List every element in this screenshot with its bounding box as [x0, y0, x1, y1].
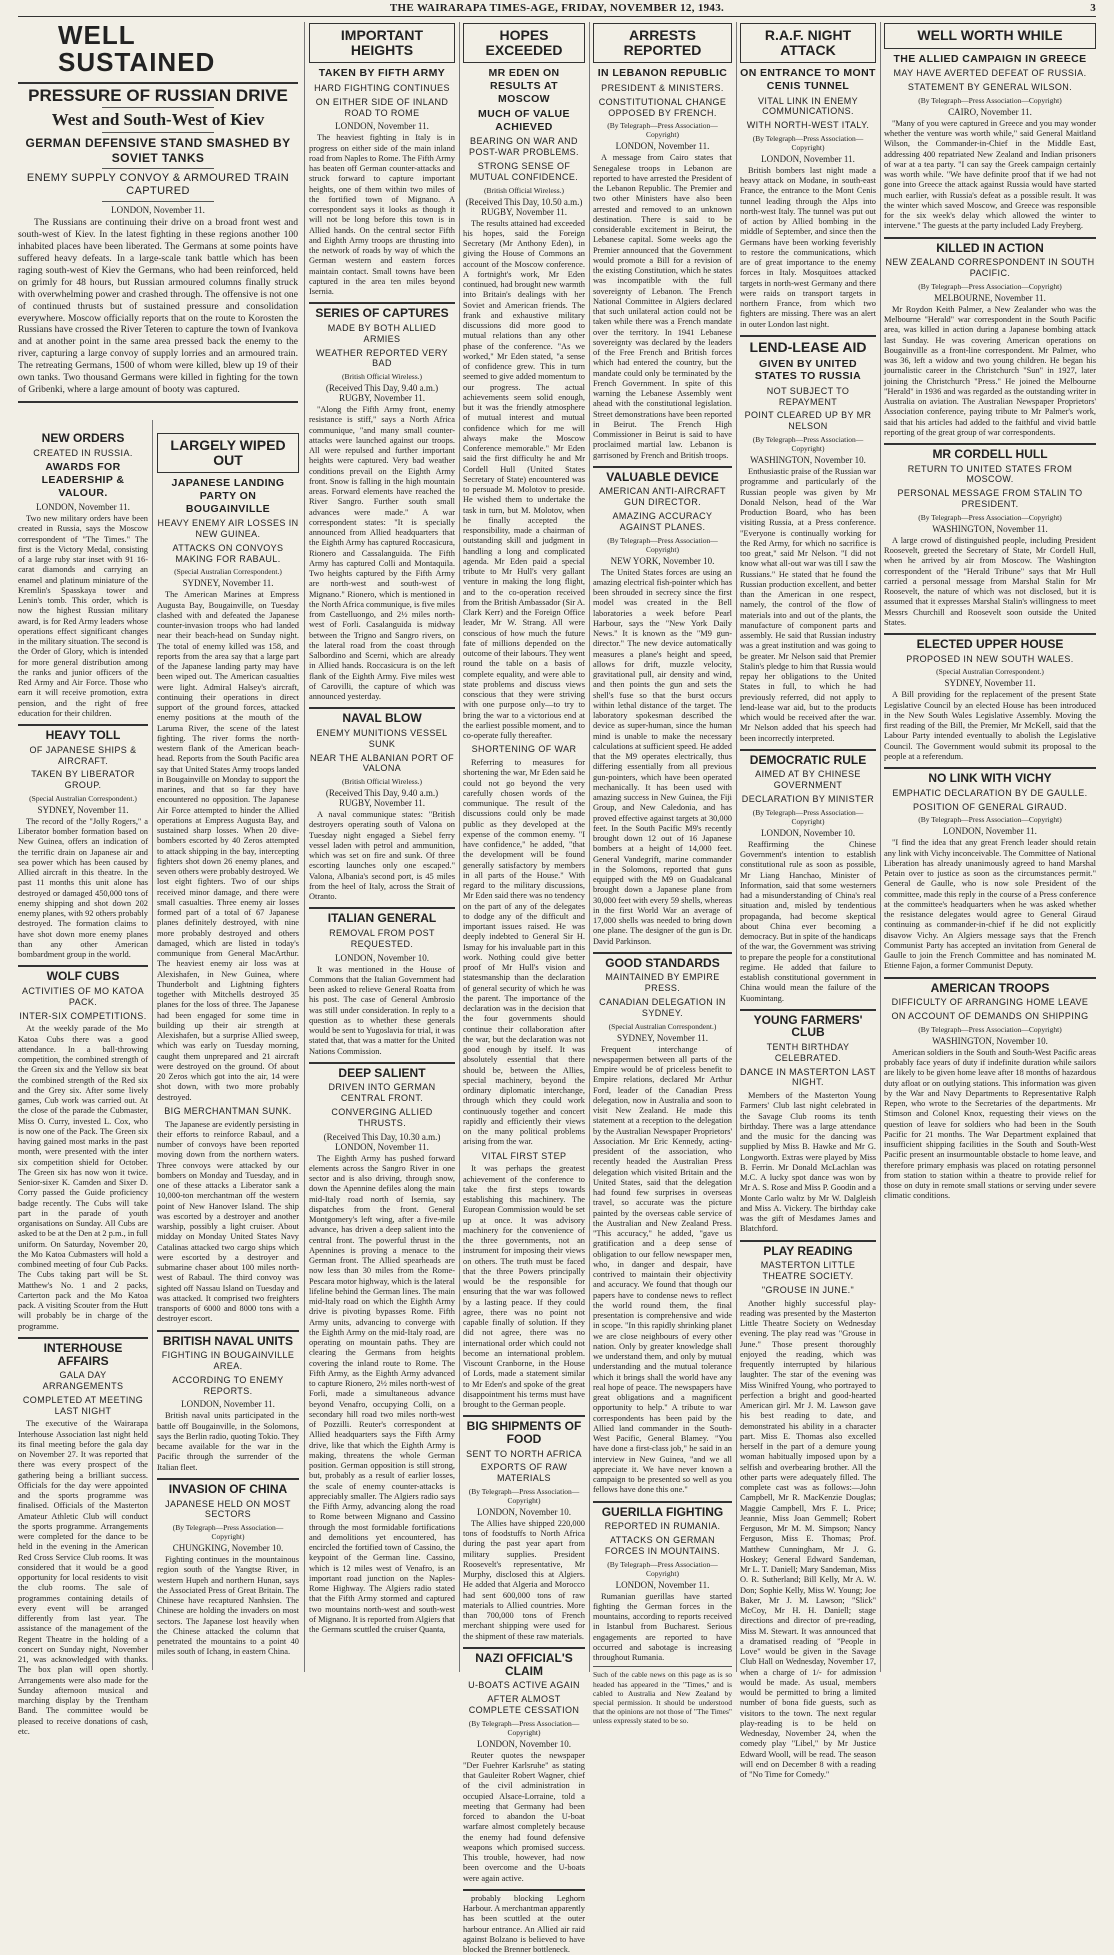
divider	[593, 952, 732, 954]
deck: ACTIVITIES OF MO KATOA PACK.	[22, 986, 144, 1007]
headline: INVASION OF CHINA	[168, 1481, 288, 1496]
deck: ATTACKS ON GERMAN FORCES IN MOUNTAINS.	[604, 1535, 721, 1556]
article-body: The United States forces are using an amazing electrical fish-pointer which has been shrouded in secrecy since the first model was created in the Bell laboratories a week before Pearl Harbour, says the "New York Daily News." It is known as the "M9 gun-director." The new device automatically measures a plane's height and speed, allows for drift, muzzle velocity, gravitational pull, air density and wind, and then points the gun and sets the shell's fuse so that the burst occurs within lethal distance of the target. The laboratory spokesman described the device as super-human, since the human mind is unable to make the necessary calculations at sufficient speed. He added that the M9 operates electrically, thus differing essentially from all previous gun-pointers, which have been operated mechanically. It has been used with amazing success in New Guinea, the Fiji Group, and New Caledonia, and has proved effective against targets at 30,000 feet. In the South Pacific M9's recently brought down 12 out of 16 Japanese bombers at a height of 14,000 feet. General Vandegrift, marine commander in the Solomons, reported that guns equipped with the M9 on Guadalcanal brought down a Japanese plane from 30,000 feet with every 59 shells, whereas in the first World War an average of 17,000 shells was needed to bring down one plane. The designer of the gun is Dr. David Parkinson.	[593, 567, 732, 946]
divider	[884, 633, 1096, 635]
lead-subhead: West and South-West of Kiev	[51, 110, 265, 130]
deck: NEAR THE ALBANIAN PORT OF VALONA	[309, 752, 455, 774]
deck: TENTH BIRTHDAY CELEBRATED.	[766, 1041, 850, 1063]
deck: JAPANESE HELD ON MOST SECTORS	[165, 1498, 291, 1520]
article-body: "I find the idea that any great French leader should retain any link with Vichy inconceivable. The Committee of National Liberation has already unanimously agreed to hand Marshal Petain over to justice as soon as the circumstances permit." General de Gaulle, who is now sole President of the committee, made this reply in the course of a Press conference at the committee's headquarters when he was asked whether the resistance delegates would agree to General Giraud continuing as commander-in-chief if he did not explicitly disavow Vichy. An Algiers message says that the French Communist Party has accepted an invitation from General de Gaulle to join the French Committee and has nominated M. Etienne Fajon, a former Communist Deputy.	[884, 838, 1096, 971]
column-rule	[589, 22, 590, 1672]
divider	[884, 767, 1096, 769]
headline: DEEP SALIENT	[338, 1065, 426, 1080]
headline: VALUABLE DEVICE	[606, 469, 719, 484]
deck: MUCH OF VALUE ACHIEVED	[478, 108, 570, 133]
article-body: The heaviest fighting in Italy is in progress on either side of the main inland road from Naples to Rome. The Fifth Army has beaten off German counter-attacks and struck forward to capture important heights, one of them within two miles of the fortified town of Mignano. A correspondent says it looks as though it will not be long before this town is in Allied hands. On the central sector Fifth and Eighth Army troops are thrusting into the network of roads by way of which the German western and eastern forces maintain contact. Small towns have been captured in the area ten miles beyond Isernia.	[309, 133, 455, 297]
column-rule	[152, 420, 153, 1670]
dateline: CHUNGKING, November 10.	[172, 1543, 284, 1554]
divider	[740, 749, 876, 751]
headline: NAZI OFFICIAL'S CLAIM	[475, 1650, 573, 1678]
article-body: "Along the Fifth Army front, enemy resistance is stiff," says a North Africa communique, "and many small counter-attacks were launched against our troops. All were repulsed and further important heights were captured. Very bad weather conditions prevail on the Eighth Army front. Snow is falling in the high mountain areas. Forward elements have reached the River Sangro. Further south small advances were made." A war correspondent states: "It is specially announced from Allied headquarters that the Eighth Army has captured Roccasicura, Rionero and Cassalanguida. The Fifth Army has captured Colli and Montaquila. Two heights captured by the Fifth Army are north-west and south-west of Mignano." Rionero, which is mentioned in the North Africa communique, is five miles from Castelluongo, and 2½ miles north-west of Forli. Casalanguida is midway between the Trigno and Sangro rivers, on the lateral road from the coast through Salbordino and Scerni, which are already in Allied hands. Roccasicura is on the left flank of the Eighth Army. Five miles west of Carovilli, the capture of which was announced yesterday.	[309, 405, 455, 702]
divider	[884, 977, 1096, 979]
headline: YOUNG FARMERS' CLUB	[753, 1012, 863, 1040]
credit-line: (By Telegraph—Press Association—Copyright)	[172, 1523, 284, 1542]
deck: GALA DAY ARRANGEMENTS	[42, 1370, 124, 1391]
dateline: LONDON, November 10.	[477, 1738, 571, 1749]
column-rule	[736, 22, 737, 1672]
headline: DEMOCRATIC RULE	[749, 752, 867, 767]
credit-line: (By Telegraph—Press Association—Copyright)	[918, 1024, 1062, 1034]
dateline: LONDON, November 11.	[36, 502, 130, 513]
deck: AMERICAN ANTI-AIRCRAFT GUN DIRECTOR.	[599, 486, 726, 508]
dateline: LONDON, November 11.	[761, 153, 855, 164]
lead-deck: GERMAN DEFENSIVE STAND SMASHED BY SOVIET TANKS	[25, 136, 291, 165]
deck: AMAZING ACCURACY AGAINST PLANES.	[612, 511, 713, 532]
headline: MR CORDELL HULL	[932, 447, 1048, 462]
deck: WITH NORTH-WEST ITALY.	[746, 120, 870, 131]
deck: THE ALLIED CAMPAIGN IN GREECE	[893, 52, 1087, 65]
deck: DECLARATION BY MINISTER	[741, 793, 875, 804]
deck: VITAL LINK IN ENEMY COMMUNICATIONS.	[757, 95, 859, 117]
article-body: Members of the Masterton Young Farmers' Club last night celebrated in the Savage Club rooms its tenth birthday. There was a large attendance and the music for the dancing was supplied by Miss B. Hawke and Mr G. Longworth. Extras were played by Miss B. Ferrin. Mr Donald McLachlan was M.C. A lucky spot dance was won by Mr A. S. Rose and Miss P. Goodin and a Monte Carlo waltz by Mr W. Dalgleish and Miss A. Vickery. The birthday cake was the gift of Mesdames James and Blatchford.	[740, 1091, 876, 1234]
deck: BEARING ON WAR AND POST-WAR PROBLEMS.	[469, 136, 579, 158]
lead-deck: ENEMY SUPPLY CONVOY & ARMOURED TRAIN CAPTURED	[26, 172, 290, 198]
headline: AMERICAN TROOPS	[930, 980, 1050, 995]
deck: IN LEBANON REPUBLIC	[597, 67, 728, 80]
credit-line: (By Telegraph—Press Association—Copyright)	[607, 1559, 718, 1578]
headline-box	[593, 23, 732, 63]
article-body: A message from Cairo states that Senegalese troops in Lebanon are reported to have arrested the President of the Lebanon Republic. The Premier and two other Ministers have also been arrested and removed to an unknown destination. There is said to be considerable excitement in Beirut, the Lebanese capital. Some weeks ago the Premier announced that the Government would promote a Bill for a revision of the existing Constitution, which he states was incompatible with the full sovereignty of Lebanon. The French National Committee in Algiers declared that such unilateral action could not be taken while there was a French mandate over the territory. In 1941 Lebanese sovereignty was declared by the leaders of the Free French and British forces which had entered the country, but the mandate could only be terminated by the French Government. In spite of this warning the Lebanese Assembly went ahead with the constitutional legislation. Street demonstrations have been reported in Beirut. The French High Commissioner in Beirut is said to have proclaimed martial law. Lebanon is garrisoned by French and British troops.	[593, 153, 732, 460]
article-body: Reaffirming the Chinese Government's intention to establish constitutional rule as soon as possible, Mr Liang Hanchao, Minister of Information, said that some westerners had a misunderstanding of China's real situation and, misled by tendentious propaganda, had become skeptical about China ever becoming a democracy. But in spite of the handicaps of the war, the Government was striving to prepare the people for a constitutional regime. He added that failure to establish constitutional government in China would mean the failure of the Kuomintang.	[740, 839, 876, 1003]
headline: ARRESTS REPORTED	[623, 27, 702, 58]
article-body: American soldiers in the South and South-West Pacific areas probably face years of duty if indefinite duration while sailors are likely to be given home leave after 18 months of hazardous duty afloat or on outlying stations. This information was given by the War and Navy Departments to Representative Ralph Repen, who wrote to the Secretaries of the departments. Mr Stimson and Colonel Knox, requesting their views on the question of leave for soldiers who had been in the South Pacific for 21 months. The War Department explained that insufficient shipping facilities in the South and South-West Pacific present an insurmountable obstacle to home leave, and therefore primary emphasis was placed on rotating personnel from station to station within a theatre to provide relief for those on duty in remote small stations or serving under severe climatic conditions.	[884, 1047, 1096, 1201]
deck: NOT SUBJECT TO REPAYMENT	[766, 385, 850, 407]
credit-line: (By Telegraph—Press Association—Copyright)	[918, 95, 1062, 105]
deck: ON ACCOUNT OF DEMANDS ON SHIPPING	[891, 1011, 1089, 1022]
article-continuation: probably blocking Leghorn Harbour. A merchantman apparently has been scuttled at the outer harbour entrance. An Allied air raid against Bolzano is believed to have blocked the Brenner bottleneck.	[463, 1893, 585, 1955]
divider	[102, 168, 214, 169]
divider	[740, 335, 876, 337]
dateline: SYDNEY, November 11.	[182, 578, 274, 589]
divider	[309, 1062, 455, 1064]
headline-box	[740, 23, 876, 63]
article-body: British naval units participated in the battle off Bougainville, in the Solomons, says the Berlin radio, quoting Tokio. They became available for the war in the Pacific through the surrender of the Italian fleet.	[157, 1411, 299, 1472]
column-2	[157, 430, 299, 1670]
deck: SENT TO NORTH AFRICA	[466, 1448, 582, 1459]
headline-box	[463, 23, 585, 63]
dateline: LONDON, November 11.	[111, 205, 205, 216]
dateline: (Received This Day, 10.30 a.m.) LONDON, November 11.	[323, 1131, 441, 1152]
deck: REMOVAL FROM POST REQUESTED.	[329, 928, 435, 949]
dateline: LONDON, November 11.	[615, 1579, 710, 1590]
deck: COMPLETED AT MEETING LAST NIGHT	[22, 1394, 144, 1416]
column-6	[740, 20, 876, 1780]
headline: NEW ORDERS	[41, 431, 125, 445]
credit-line: (By Telegraph—Press Association—Copyright)	[918, 512, 1062, 522]
deck: DRIVEN INTO GERMAN CENTRAL FRONT.	[328, 1082, 436, 1104]
dateline: WASHINGTON, November 10.	[932, 1035, 1048, 1046]
deck: PROPOSED IN NEW SOUTH WALES.	[906, 653, 1074, 664]
divider	[102, 107, 214, 108]
deck: RETURN TO UNITED STATES FROM MOSCOW.	[907, 463, 1073, 485]
column-1	[18, 430, 149, 1736]
article-body: A large crowd of distinguished people, including President Roosevelt, greeted the Secretary of State, Mr Cordell Hull, when he arrived by air from Moscow. The Washington correspondent of the "Herald Tribune" says that Mr Hull carried a personal message from Marshal Stalin for Mr Roosevelt, the nature of which was not disclosed, but it is assumed that it expresses Marshal Stalin's willingness to meet Messrs Churchill and Roosevelt soon outside the United States.	[884, 535, 1096, 627]
headline-box	[884, 23, 1096, 49]
article-body: Enthusiastic praise of the Russian war programme and particularly of the Russian people was given by Mr Donald Nelson, head of the War Production Board, who has been visiting Russia, at a Press conference. "Everyone is continually working for the Red Army, for which no sacrifice is too great," said Mr Nelson. "I did not know what all-out war was till I saw the Russians." He stated that he found the Russian production excellent, and better than the American in one respect, namely, the control of the flow of materials into and out of the plants, the manufacture of component parts and assembly. He said that Russian industry was a great institution and was going to be greater. Mr Nelson said that Premier Stalin's pledge to him that Russia would repay her obligations to the United States in full, to which he had previously referred, did not apply to lend-lease war aid, but to the products which would be received after the war. Mr Nelson added that his speech had been incorrectly interpreted.	[740, 467, 876, 743]
masthead-title: THE WAIRARAPA TIMES-AGE, FRIDAY, NOVEMBER 12, 1943.	[389, 2, 725, 14]
deck: MAY HAVE AVERTED DEFEAT OF RUSSIA.	[893, 68, 1087, 79]
credit-line: (By Telegraph—Press Association—Copyright)	[468, 1718, 580, 1737]
article-body: A Bill providing for the replacement of the present State Legislative Council by an elected House has been introduced in the New South Wales Legislative Assembly. Moving the first reading of the Bill, the Premier, Mr McKell, said that the Labour Party intended eventually to abolish the Legislative Council. The Government would submit its proposal to the people at a referendum.	[884, 690, 1096, 761]
times-notice: Such of the cable news on this page as is so headed has appeared in the "Times," and is cabled to Australia and New Zealand by special permission. It should be understood that the opinions are not those of "The Times" unless expressly stated to be so.	[593, 1670, 732, 1726]
article-body: Referring to measures for shortening the war, Mr Eden said he could not go beyond the very carefully chosen words of the communique. The result of the discussions could only be made public as they developed at the expense of the common enemy. "I have confidence," he added, "that the development will be found generally satisfactory by members in all parts of the House." With regard to the military discussions, Mr Eden said there was no tendency on the part of any of the delegates to dodge any of the difficult and important issues raised. He was deeply indebted to General Sir H. Ismay for his invaluable part in this work. Nothing could give better proof of Mr Hull's vision and statesmanship than the declaration of general security of which he was the parent. The importance of the declaration was in the decision that the four governments should continue their collaboration after the war, but the declaration was not good enough by itself. It was absolutely essential that there should be, between the Allies, special machinery, beyond the ordinary diplomatic interchange, through which they could work continuously together and concert rapidly and efficiently their views on the many political problems arising from the war.	[463, 758, 585, 1147]
credit-line: (By Telegraph—Press Association—Copyright)	[918, 815, 1062, 825]
dateline: WASHINGTON, November 10.	[750, 455, 866, 466]
deck: GIVEN BY UNITED STATES TO RUSSIA	[754, 357, 862, 383]
credit-line: (By Telegraph—Press Association—Copyright)	[752, 807, 864, 826]
deck: NEW ZEALAND CORRESPONDENT IN SOUTH PACIFIC.	[885, 257, 1095, 279]
divider	[18, 724, 148, 726]
article-body: Two new military orders have been created in Russia, says the Moscow correspondent of "The Times." The first is the Victory Medal, consisting of a large ruby star inset with 91 16-carat diamonds and carrying an enamel and platinum miniature of the Kremlin's Spasskaya tower and Lenin's tomb. This order, which is now the highest Russian military award, is for Red Army leaders whose operations effect significant changes in the military situation. The second is the Order of Glory, which is intended for more general distribution among the ranks and junior officers of the Red Army and Air Force. Those who earn it will receive promotion, extra pension, and the right of free education for their children.	[18, 514, 148, 718]
column-rule	[880, 22, 881, 1672]
headline: IMPORTANT HEIGHTS	[340, 27, 424, 58]
deck: STATEMENT BY GENERAL WILSON.	[907, 82, 1073, 93]
deck: CREATED IN RUSSIA.	[33, 447, 133, 458]
deck: HEAVY ENEMY AIR LOSSES IN NEW GUINEA.	[157, 518, 299, 539]
column-3	[309, 20, 455, 1670]
deck: PERSONAL MESSAGE FROM STALIN TO PRESIDENT.	[897, 488, 1083, 510]
dateline: LONDON, November 11.	[181, 1399, 275, 1410]
divider	[18, 965, 148, 967]
article-body: Frequent interchange of newspapermen between all parts of the Empire would be of priceless benefit to Empire relations, declared Mr Arthur Ford, leader of the Canadian Press delegation, now in Australia and soon to visit New Zealand. He made this statement at a reception to the delegation by the Australian Newspaper Proprietors' Association. Mr Eric Kennedy, acting-president of the association, who recently headed the Australian Press delegation which visited Britain and the United States, said that the delegation had found few surprises in overseas travel, so accurate was the picture painted by the overseas cable service of the Australian and New Zealand Press. "This accuracy," he added, "gave us gratification and a deep sense of obligation to our fellow newspaper men, who, in danger and despair, have contrived to maintain their objectivity and accuracy. We found that though our papers have to condense news to reflect the world round them, the final presentation is comprehensive and wide in scope. "In this rapidly shrinking planet we are close neighbours of every other nation. Only by greater knowledge shall we understand them, and only by mutual understanding and the mutual tolerance which it brings shall the world have any real hope of peace. The newspapers have great obligations and a magnificent opportunity to help." A tribute to war correspondents has been paid by the Allied land commander in the South-West Pacific, General Blamey. "You have done a first-class job," he said in an interview in New Guinea, "and we all appreciate it. We have never known a campaign to be presented so well as you fellows have done this one."	[593, 1044, 732, 1495]
deck: FIGHTING IN BOUGAINVILLE AREA.	[161, 1350, 295, 1372]
deck: WEATHER REPORTED VERY BAD	[316, 347, 448, 369]
article-body: It was perhaps the greatest achievement of the conference to take the first steps towards establishing this machinery. The European Commission would be set up at once. It was advisory machinery for the convenience of the three governments, not an instrument for imposing their views on others. The truth must be faced that the three Powers principally would be the responsible for ensuring that the war was followed by a lasting peace. If they could agree, there was no point not capable finally of solution. If they did not agree, there was no international order which could not become an international problem. Viscount Cranborne, in the House of Lords, made a statement similar to Mr Eden's and spoke of the great disappointment his terms must have brought to the German people.	[463, 1164, 585, 1410]
dateline: (Received This Day, 10.50 a.m.) RUGBY, November 11.	[465, 196, 583, 217]
divider	[884, 237, 1096, 239]
deck: ATTACKS ON CONVOYS MAKING FOR RABAUL.	[172, 542, 284, 564]
column-5	[593, 20, 732, 1726]
deck: CONVERGING ALLIED THRUSTS.	[331, 1107, 433, 1128]
headline: NAVAL BLOW	[342, 711, 422, 726]
deck: HARD FIGHTING CONTINUES	[314, 82, 450, 93]
deck: STRONG SENSE OF MUTUAL CONFIDENCE.	[469, 160, 579, 182]
dateline: LONDON, November 11.	[943, 826, 1037, 837]
headline: WOLF CUBS	[46, 969, 120, 984]
article-body: The Japanese are evidently persisting in their efforts to reinforce Rabaul, and a number of convoys have been reported moving down from the northern waters. Three convoys were attacked by our bombers on Monday and Tuesday, and in one of these attacks a Liberator sank a 10,000-ton merchantman off the western point of New Hanover Island. The ship was escorted by a destroyer and another warship, possibly a light cruiser. About midday on Monday United States Navy Catalinas attacked two cargo ships which were escorted by a destroyer and submarine chaser about 100 miles north-west of Rabaul. The third convoy was sighted off Nassau Island on Tuesday and was attacked. It comprised two freighters transports of 6000 and 8000 tons with a destroyer escort.	[157, 1119, 299, 1324]
credit-line: (By Telegraph—Press Association—Copyright)	[752, 435, 864, 454]
dateline: SYDNEY, November 11.	[944, 678, 1036, 689]
subheading: VITAL FIRST STEP	[481, 1150, 567, 1161]
deck: POSITION OF GENERAL GIRAUD.	[913, 801, 1067, 812]
headline: GUERILLA FIGHTING	[601, 1504, 724, 1519]
credit-line: (By Telegraph—Press Association—Copyright)	[607, 535, 718, 554]
article-body: At the weekly parade of the Mo Katoa Cubs there was a good attendance. In a ball-throwing competition, the combined strength of the Green six and the Yellow six beat the combined strength of the Red six and the Grey six. After some lively games, Cub work was carried out. At the close of the parade the Cubmaster, Miss O. Curry, invested L. Cox, who is now one of the Pack. The Green six having gained most marks in the past month, were presented with the inter six competition shield for October. The Green six has now won it twice. Senior-sixer K. Camden and Sixer D. Corry passed the Guide proficiency badge recently. The Cubs will take part in the parade of youth organisations on Sunday. All Cubs are asked to be at the Den at 2 p.m., in full uniform. On Saturday, November 20, the Mo Katoa Cubmasters will hold a combined meeting of four Cub Packs. The Cubs taking part will be St. Matthew's No. 1 and 2 packs, Carterton pack and the Mo Katoa pack. A visiting Scouter from the Hutt will probably be in charge of the programme.	[18, 1024, 149, 1331]
column-rule	[459, 22, 460, 1672]
divider	[18, 82, 298, 84]
deck: DANCE IN MASTERTON LAST NIGHT.	[740, 1066, 876, 1088]
divider	[309, 907, 455, 909]
divider	[102, 132, 214, 133]
dateline: (Received This Day, 9.40 a.m.) RUGBY, November 11.	[325, 383, 439, 404]
deck: AIMED AT BY CHINESE GOVERNMENT	[755, 769, 861, 791]
credit-line: (By Telegraph—Press Association—Copyright)	[468, 1486, 580, 1505]
deck: ACCORDING TO ENEMY REPORTS.	[172, 1374, 284, 1396]
headline: ITALIAN GENERAL	[327, 911, 437, 926]
column-4	[463, 20, 585, 1955]
deck: PRESIDENT & MINISTERS.	[601, 82, 724, 93]
article-body: The Eighth Army has pushed forward elements across the Sangro River in one sector and is also driving, through snow, down the Apennine defiles along the main mid-Italy road north of Isernia, say dispatches from the front. General Montgomery's left wing, after a five-mile advance, has driven a deep salient into the central front. The powerful thrust in the Apennines is proving a menace to the German front. The Allied spearheads are now less than 30 miles from the Rome-Pescara motor highway, which is the lateral lifeline behind the German lines. The main mid-Italy road on which the Eighth Army drive is pivoting bypasses Rome. Fifth Army units, advancing to converge with the Eighth Army on the mid-Italy road, are operating on mountain paths. They are clearing the Germans from heights covering the inland route to Rome. The Fifth Army, as the Eighth Army advanced to capture Rionero, 2½ miles north-west of Forli, made a simultaneous advance beyond Venafro, occupying Colli, on a secondary hill road two miles north-west of Pozzilli. Reuter's correspondent at Allied headquarters says the Fifth Army drive, like that which the Eighth Army is making, threatens the whole German position. German opposition is still strong, but, probably as a result of earlier losses, the scale of enemy counter-attacks is appreciably smaller. The Algiers radio says the Fifth Army, advancing along the road to Rome between Mignano and Cassino through the most formidable fortifications and demolitions yet encountered, has encircled the fortified town of Cassino, the keypoint of the German line. Cassino, which is 12 miles west of Venafro, is an important road junction on the Naples-Rome Highway. The Algiers radio stated that the Fifth Army stormed and captured two mountains north-west and south-west of Mignano. It is reported from Algiers that the Germans scuttled the cruiser Quanta,	[309, 1153, 455, 1635]
dateline: LONDON, November 10.	[335, 952, 429, 963]
dateline: LONDON, November 10.	[761, 827, 855, 838]
credit-line: (Special Australian Correspondent.)	[608, 1021, 717, 1031]
divider	[884, 443, 1096, 445]
lead-story	[18, 20, 298, 420]
divider	[463, 1889, 585, 1891]
article-body: The results attained had exceeded his hopes, said the Foreign Secretary (Mr Anthony Eden), in giving the House of Commons an account of the Moscow conference. A fortnight's work, Mr Eden continued, had brought new warmth into Britain's dealings with her Soviet and American friends. The frank and exhaustive military discussions did more good to mutual relations than any other phase of the conference. "As we worked," Mr Eden stated, "a sense of confidence grew. This in turn seemed to give added momentum to our progress. The actual achievements seem solid enough, but it was the friendly atmosphere of mutual interest and mutual confidence which for me will always make the Moscow Conference memorable." Mr Eden said the first difficulty he and Mr Cordell Hull (United States Secretary of State) encountered was to persuade M. Molotov to preside. He wished them to undertake the task in turn, but M. Molotov, when he finally accepted the responsibility, made a chairman of outstanding skill and judgment in handling a long and complicated agenda. Mr Eden paid a special tribute to Mr Hull's very gallant venture in making the long flight, and to the co-operation received from the British Ambassador (Sir A. Clark Kerr) and the Foreign Office leader, Mr W. Strang. All were conscious of how much the future fate of millions depended on the outcome of their labours. They went round the table on a basis of complete equality, and were able to state problems and discuss views conscious that they were striving with one purpose only—to try to bring the war to a victorious end at the earliest possible moment, and to co-operate fully thereafter.	[463, 218, 585, 741]
deck: ON ENTRANCE TO MONT CENIS TUNNEL	[740, 67, 876, 92]
headline: HOPES EXCEEDED	[485, 27, 563, 58]
masthead	[18, 0, 1096, 16]
credit-line: (British Official Wireless.)	[341, 777, 423, 787]
column-7	[884, 20, 1096, 1670]
credit-line: (British Official Wireless.)	[341, 372, 423, 382]
headline: LARGELY WIPED OUT	[170, 437, 286, 468]
deck: ON EITHER SIDE OF INLAND ROAD TO ROME	[315, 96, 449, 118]
article-body: Rumanian guerillas have started fighting the German forces in the mountains, according to reports received in Istanbul from Bucharest. Serious engagements are reported to have occurred and sabotage is increasing throughout Rumania.	[593, 1591, 732, 1663]
headline: R.A.F. NIGHT ATTACK	[764, 27, 852, 58]
article-body: The executive of the Wairarapa Interhouse Association last night held its final meeting before the gala day on November 27. It was reported that there was every prospect of the gathering being a brilliant success. Officials for the day were appointed and the sports programme was finalised. Officials of the Masterton Amateur Athletic Club will conduct the sports programme. Arrangements were completed for the dance to be held in the evening in the American Red Cross Service Club rooms. It was considered that it would be a good opportunity for local residents to visit the club rooms. The sale of programmes containing details of every event will be arranged differently from last year. The assistance of the management of the Regent Theatre in the holding of a concert on Sunday night, November 21, was acknowledged with thanks. The box plan will open shortly. Arrangements were also made for the Sunday afternoon musical and marching display by the Trentham Band. The committee would be pleased to receive donations of cash, etc.	[18, 1419, 148, 1736]
article-body: Mr Roydon Keith Palmer, a New Zealander who was the Melbourne "Herald" war correspondent in the South Pacific area, was killed in action during a Japanese bombing attack last Sunday. He was covering American operations on Bougainville as a front-line correspondent. Mr Palmer, who was 36, left a widow and two young children. He began his journalistic career in the Christchurch "Sun" in 1927, later joining the Christchurch "Press." He joined the Melbourne "Herald" in 1936 and was regarded as the outstanding writer in Australia on aviation. The Australian Newspaper Proprietors' Association conference, paying tribute to Mr Palmer's work, said that his articles had added to the faithful and vivid battle reporting of the great group of war correspondents.	[884, 304, 1096, 437]
divider	[593, 1666, 732, 1667]
divider	[309, 302, 455, 304]
deck: EXPORTS OF RAW MATERIALS	[480, 1462, 568, 1484]
headline-box	[157, 433, 299, 473]
dateline: WASHINGTON, November 11.	[932, 523, 1048, 534]
deck: CONSTITUTIONAL CHANGE OPPOSED BY FRENCH.	[598, 96, 727, 118]
deck: TAKEN BY LIBERATOR GROUP.	[31, 769, 135, 791]
deck: EMPHATIC DECLARATION BY DE GAULLE.	[892, 787, 1088, 798]
article-body: The American Marines at Empress Augusta Bay, Bougainville, on Tuesday clashed with and defeated the Japanese counter-invasion troops who had landed near their beach-head on Sunday night. The total of enemy killed was 158, and reports from the area say that a large part of the Japanese landing party may have been wiped out. The American casualties were light. Admiral Halsey's aircraft, continuing their operations in direct support of the ground forces, attacked enemy positions at the mouth of the Laruma River, the scene of the latest fighting. The river forms the north-western flank of the American beach-head. Reports from the South Pacific area say that United States Army troops landed in Bougainville on Monday to support the marines, and that so far they have encountered no opposition. The Japanese Air Force attempted to hinder the Allied operations at Empress Augusta Bay, and sustained sharp losses. When 20 dive-bombers escorted by 40 Zeros attempted to attack shipping in the bay, intercepting fighters shot down 26 enemy planes, and seven others were probably destroyed. We lost eight fighters. Two of our ships received minor damage, and there were small casualties. Three enemy air losses formed part of a total of 67 Japanese planes definitely destroyed, with nine more probably destroyed and others damaged, which are listed in today's communique from General MacArthur. The heaviest enemy air loss was at Alexishafen, in New Guinea, where Thunderbolt and Lightning fighters together with Mitchells destroyed 35 planes for the loss of three. The Japanese had been engaged for some time in building up their air strength at Alexishafen, but a surprise Allied sweep, which was early on Tuesday morning, caught them unprepared and 21 aircraft were destroyed on the ground. Of about 20 Zeros which got into the air, 14 were shot down, with two more probably destroyed.	[157, 590, 299, 1102]
page-number: 3	[1090, 2, 1096, 14]
article-body: Reuter quotes the newspaper "Der Fuehrer Karlsruhe" as stating that Gauleiter Robert Wagner, chief of the civil administration in occupied Alsace-Lorraine, told a meeting that Germany had been forced to abandon the U-boat warfare almost completely because the enemy had found defensive weapons which promised success. This trouble, however, had now been overcome and the U-boats were again active.	[463, 1750, 585, 1883]
deck: MADE BY BOTH ALLIED ARMIES	[327, 322, 437, 344]
divider	[157, 1330, 299, 1332]
credit-line: (By Telegraph—Press Association—Copyright)	[607, 121, 718, 140]
deck: MASTERTON LITTLE THEATRE SOCIETY.	[760, 1260, 856, 1282]
headline: SERIES OF CAPTURES	[315, 306, 449, 321]
article-body: The Allies have shipped 220,000 tons of foodstuffs to North Africa during the past year apart from military supplies. President Roosevelt's representative, Mr Murphy, disclosed this at Algiers. He added that Algeria and Morocco had sent 600,000 tons of raw materials to Allied countries. More than 700,000 tons of French merchant shipping were used for the shipment of these raw materials.	[463, 1518, 585, 1641]
deck: AFTER ALMOST COMPLETE CESSATION	[468, 1693, 580, 1715]
article-body: Another highly successful play-reading was presented by the Masterton Little Theatre Society on Wednesday evening. The play read was "Grouse in June." Those present thoroughly enjoyed the reading, which was frequently interrupted by hilarious laughter. The star of the evening was Miss Winifred Young, who portrayed to perfection a bright and good-hearted American girl. Mr J. M. Lawson gave his best reading to date, and demonstrated his ability in a character part. Miss E. Thomas also excelled herself in the part of a demure young woman habitually imposed upon by a selfish and overbearing brother. All the other parts were adequately filled. The complete cast was as follows:—John Campbell, Mr R. MacKenzie Douglas; Maggie Campbell, Mrs F. L. Price; Jeannie, Miss Joan Gemmell; Robert Ferguson, Mr M. M. Simpson; Nancy Ferguson, Miss E. Thomas; Prof. Matthew Cunningham, Mr J. G. Hoskey; General Edward Sandeman, Mr L. T. Daniell; Mary Sandeman, Miss O. R. Sutherland; Bill Kelly, Mr A. W. Don; Sophie Kelly, Miss W. Young; Joe Baker, Mr J. M. Lawson; "Slick" McCoy, Mr H. H. Daniell; stage directions and director of pre-reading, Miss M. Stewart. It was announced that a dramatised reading of "People in Love" would be given in the Savage Club Hall on Wednesday, November 17, when a charge of 1/- for admission would be made. As usual, members would be permitted to bring a limited number of bona fide guests, such as visitors to the town. The next regular play-reading is to be held on Wednesday, November 24, when the comedy play "Libel," by Mr Justice Edward Wooll, will be read. The season will end on December 8 with a reading of "No Time for Comedy."	[740, 1298, 876, 1780]
deck: REPORTED IN RUMANIA.	[604, 1521, 721, 1532]
divider	[18, 401, 298, 403]
divider	[463, 1415, 585, 1417]
headline-box	[309, 23, 455, 63]
credit-line: (Special Australian Correspondent.)	[936, 667, 1044, 677]
credit-line: (By Telegraph—Press Association—Copyright)	[752, 133, 864, 152]
article-body: "Many of you were captured in Greece and you may wonder whether the venture was worth while," said General Maitland Wilson, the Commander-in-Chief in the Middle East, addressing 400 repatriated New Zealand and Indian prisoners of war at a tea party. "I can say the Greek campaign certainly was worth while. "We have definite proof that if we had not gone into Greece the attack against Russia would have started much earlier, with Russia's defeat as a possible result. It was the winter which saved Moscow, and Greece was responsible for the six week's delay which allowed the winter to intervene." The guests at the party included Lady Freyberg.	[884, 118, 1096, 231]
dateline: NEW YORK, November 10.	[610, 555, 715, 566]
headline: NO LINK WITH VICHY	[928, 771, 1052, 786]
dateline: CAIRO, November 11.	[948, 106, 1032, 117]
credit-line: (British Official Wireless.)	[483, 185, 565, 195]
article-body: The record of the "Jolly Rogers," a Liberator bomber formation based on New Guinea, offers an indication of the terrific drain on Japanese air and sea power which has been caused by Allied aircraft in this theatre. In the past 11 months this unit alone has destroyed or damaged 450,000 tons of enemy shipping and shot down 202 enemy planes, with 92 others probably destroyed. The formation claims to have shot down more enemy planes than any other American bombardment group in the world.	[18, 816, 148, 960]
headline: KILLED IN ACTION	[936, 240, 1044, 255]
divider	[102, 201, 214, 202]
headline: BRITISH NAVAL UNITS	[162, 1333, 293, 1348]
headline: HEAVY TOLL	[45, 728, 121, 743]
divider	[740, 1009, 876, 1011]
deck: DIFFICULTY OF ARRANGING HOME LEAVE	[891, 997, 1089, 1008]
headline: INTERHOUSE AFFAIRS	[43, 1340, 123, 1368]
headline: GOOD STANDARDS	[605, 955, 720, 970]
divider	[593, 1501, 732, 1503]
credit-line: (Special Australian Correspondent.)	[29, 793, 137, 803]
dateline: (Received This Day, 9.40 a.m.) RUGBY, November 11.	[325, 788, 439, 809]
headline: WELL WORTH WHILE	[917, 27, 1063, 43]
article-body: It was mentioned in the House of Commons that the Italian Government had been asked to relieve General Roatta from his post. The case of General Ambrosio was still under consideration. In reply to a question as to whether these generals would be sent to Yugoslavia for trial, it was stated that, that was a matter for the United Nations Commission.	[309, 964, 455, 1056]
deck: CANADIAN DELEGATION IN SYDNEY.	[599, 997, 726, 1018]
credit-line: (Special Australian Correspondent.)	[174, 567, 282, 577]
deck: TAKEN BY FIFTH ARMY	[318, 67, 446, 80]
divider	[593, 466, 732, 468]
dateline: MELBOURNE, November 11.	[934, 292, 1046, 303]
subheading: SHORTENING OF WAR	[471, 744, 577, 755]
headline: PLAY READING	[763, 1243, 853, 1258]
deck: "GROUSE IN JUNE."	[761, 1284, 855, 1295]
headline: BIG SHIPMENTS OF FOOD	[466, 1419, 582, 1446]
deck: JAPANESE LANDING PARTY ON BOUGAINVILLE	[171, 477, 285, 515]
deck: POINT CLEARED UP BY MR NELSON	[744, 410, 872, 432]
dateline: LONDON, November 10.	[477, 1506, 571, 1517]
deck: OF JAPANESE SHIPS & AIRCRAFT.	[29, 744, 137, 766]
deck: MAINTAINED BY EMPIRE PRESS.	[605, 972, 720, 994]
deck: U-BOATS ACTIVE AGAIN	[468, 1680, 580, 1691]
lead-banner: WELL SUSTAINED	[58, 20, 216, 78]
column-rule	[304, 22, 305, 1672]
dateline: SYDNEY, November 11.	[617, 1032, 708, 1043]
dateline: LONDON, November 11.	[615, 141, 710, 152]
divider	[18, 1337, 148, 1339]
deck: INTER-SIX COMPETITIONS.	[19, 1010, 147, 1021]
divider	[740, 1240, 876, 1242]
deck: AWARDS FOR LEADERSHIP & VALOUR.	[41, 461, 125, 499]
article-body: British bombers last night made a heavy attack on Modane, in south-east France, the entrance to the Mont Cenis tunnel leading through the Alps into north-west Italy. The tunnel was put out of action by Allied bombing in the middle of September, and since then the Germans have been working feverishly to restore the communications, which are of great importance to the enemy forces in Italy. Mosquitoes attacked targets in north-west Germany and there were raids on transport targets in northern France, from which two fighters are missing. There was an alert in outer London last night.	[740, 165, 876, 329]
deck: MR EDEN ON RESULTS AT MOSCOW	[488, 67, 560, 105]
article-body: A naval communique states: "British destroyers operating south of Valona on Tuesday night engaged a Siebel ferry vessel laden with petrol and ammunition, which was set on fire and sunk. Of three escorting launches only one escaped." Valona, Albania's second port, is 45 miles from the heel of Italy, across the Strait of Otranto.	[309, 810, 455, 902]
subheading: BIG MERCHANTMAN SUNK.	[164, 1105, 292, 1116]
credit-line: (By Telegraph—Press Association—Copyright)	[918, 281, 1062, 291]
headline: ELECTED UPPER HOUSE	[916, 637, 1064, 652]
dateline: LONDON, November 11.	[335, 121, 429, 132]
deck: ENEMY MUNITIONS VESSEL SUNK	[316, 727, 448, 749]
article-body: Fighting continues in the mountainous region south of the Yangtse River, in western Hupeh and northern Hunan, says the Associated Press of Great Britain. The Chinese have recaptured Nanhsien. The Chinese are holding the invaders on most sectors. The Japanese lost heavily when the Chinese attacked the column that penetrated the mountains to a point 40 miles south of Ichang, in eastern China.	[157, 1555, 299, 1657]
headline: LEND-LEASE AID	[749, 338, 867, 355]
article-body: The Russians are continuing their drive on a broad front west and south-west of Kiev. In the latest fighting in these regions another 100 inhabited places have been liberated. The Germans at some points have suffered heavy defeats. In a large-scale tank battle which has been raging south-west of Kiev the Germans, who had been reinforced, held on grimly for 48 hours, but Russian armoured columns finally struck with overwhelming power and crashed through. The offensive is not one of continued thrusts but of sustained pressure and consolidation everywhere. Moscow officially reports that on the route to Korosten the Russians have crossed the River Teteren to capture the town of Ivankova and at another point in the same area pressed back the enemy to the river, capturing a large convoy of supply lorries and an armoured train. The retreating Germans, 1500 of whom were killed, blew up 19 of their own tanks. Two thousand Germans were killed in fighting for the town of Gribenki, where a large amount of booty was captured.	[18, 217, 298, 395]
divider	[309, 707, 455, 709]
divider	[157, 1478, 299, 1480]
divider	[463, 1647, 585, 1649]
masthead-rule	[18, 16, 1096, 17]
lead-headline: PRESSURE OF RUSSIAN DRIVE	[28, 85, 288, 105]
dateline: SYDNEY, November 11.	[37, 804, 129, 815]
